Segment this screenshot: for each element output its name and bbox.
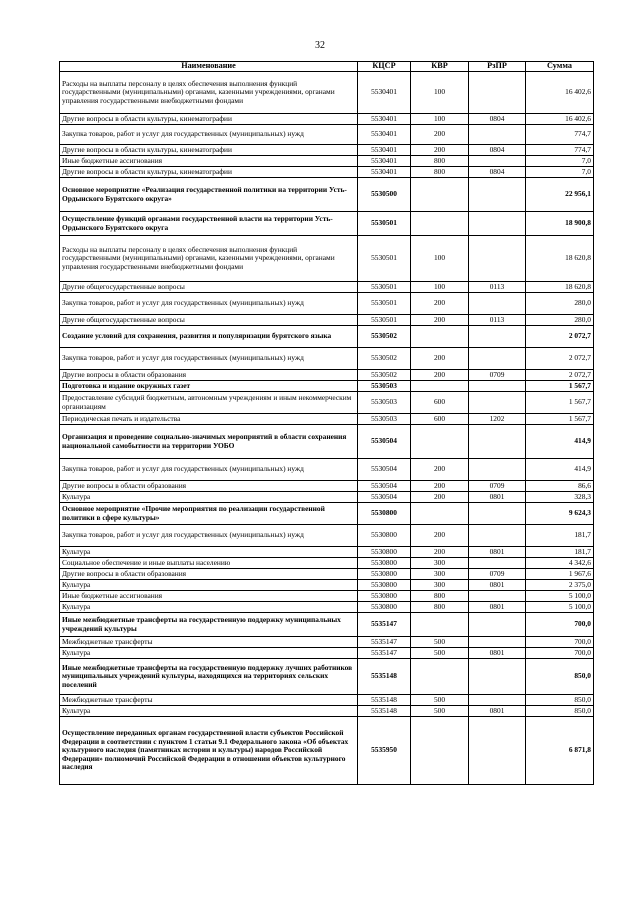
cell-sum: 850,0 [526, 659, 594, 695]
cell-name: Другие вопросы в области образования [60, 481, 358, 492]
cell-rzpr [469, 525, 526, 547]
cell-kvr: 200 [411, 125, 469, 145]
cell-kvr: 200 [411, 293, 469, 315]
cell-kcsr: 5530502 [358, 348, 411, 370]
table-row [60, 315, 594, 326]
cell-kvr: 100 [411, 72, 469, 114]
table-row [60, 392, 594, 414]
cell-kcsr: 5530800 [358, 558, 411, 569]
cell-rzpr [469, 695, 526, 706]
cell-kcsr: 5530504 [358, 425, 411, 459]
cell-kcsr: 5530401 [358, 145, 411, 156]
cell-kvr: 200 [411, 481, 469, 492]
header-kvr: КВР [411, 62, 469, 72]
cell-kvr [411, 717, 469, 785]
cell-sum: 328,3 [526, 492, 594, 503]
table-row [60, 613, 594, 637]
cell-rzpr: 0801 [469, 580, 526, 591]
cell-kcsr: 5530500 [358, 178, 411, 212]
cell-rzpr: 0709 [469, 370, 526, 381]
cell-name: Другие вопросы в области образования [60, 370, 358, 381]
table-row [60, 695, 594, 706]
cell-kcsr: 5530401 [358, 114, 411, 125]
cell-sum: 2 072,7 [526, 326, 594, 348]
cell-kcsr: 5530800 [358, 580, 411, 591]
cell-kcsr: 5530501 [358, 282, 411, 293]
cell-rzpr: 0709 [469, 569, 526, 580]
cell-kvr: 200 [411, 547, 469, 558]
cell-sum: 16 402,6 [526, 114, 594, 125]
cell-name: Подготовка и издание окружных газет [60, 381, 358, 392]
cell-rzpr [469, 613, 526, 637]
cell-kvr: 300 [411, 569, 469, 580]
cell-name: Закупка товаров, работ и услуг для государственных (муниципальных) нужд [60, 525, 358, 547]
table-row [60, 212, 594, 236]
cell-kvr [411, 659, 469, 695]
table-row [60, 145, 594, 156]
table-row [60, 706, 594, 717]
table-row [60, 558, 594, 569]
cell-kcsr: 5530800 [358, 503, 411, 525]
cell-kcsr: 5535147 [358, 613, 411, 637]
cell-name: Другие вопросы в области образования [60, 569, 358, 580]
cell-sum: 5 100,0 [526, 591, 594, 602]
cell-sum: 86,6 [526, 481, 594, 492]
cell-kvr [411, 212, 469, 236]
cell-sum: 18 620,8 [526, 236, 594, 282]
cell-sum: 280,0 [526, 293, 594, 315]
cell-rzpr [469, 591, 526, 602]
cell-kvr: 200 [411, 348, 469, 370]
cell-kcsr: 5530503 [358, 381, 411, 392]
cell-sum: 850,0 [526, 706, 594, 717]
cell-sum: 414,9 [526, 425, 594, 459]
table-row [60, 580, 594, 591]
table-row [60, 717, 594, 785]
cell-kcsr: 5530501 [358, 293, 411, 315]
cell-name: Основное мероприятие «Реализация государственной политики на территории Усть-Ордынского Бурятского округа» [60, 178, 358, 212]
cell-rzpr [469, 125, 526, 145]
cell-rzpr [469, 717, 526, 785]
table-row [60, 425, 594, 459]
cell-sum: 2 375,0 [526, 580, 594, 591]
cell-rzpr: 0801 [469, 706, 526, 717]
cell-rzpr: 0804 [469, 145, 526, 156]
cell-kvr [411, 326, 469, 348]
cell-sum: 9 624,3 [526, 503, 594, 525]
cell-kvr [411, 503, 469, 525]
cell-kcsr: 5530800 [358, 602, 411, 613]
table-row [60, 659, 594, 695]
cell-kvr: 200 [411, 315, 469, 326]
cell-rzpr [469, 425, 526, 459]
cell-kvr: 100 [411, 282, 469, 293]
cell-kcsr: 5530502 [358, 326, 411, 348]
cell-rzpr: 0113 [469, 282, 526, 293]
cell-name: Осуществление функций органами государственной власти на территории Усть-Ордынского Бурятского округа [60, 212, 358, 236]
cell-kvr: 200 [411, 459, 469, 481]
table-row [60, 72, 594, 114]
cell-kvr [411, 613, 469, 637]
cell-sum: 414,9 [526, 459, 594, 481]
table-row [60, 602, 594, 613]
cell-rzpr [469, 72, 526, 114]
cell-rzpr [469, 236, 526, 282]
cell-rzpr [469, 212, 526, 236]
cell-sum: 22 956,1 [526, 178, 594, 212]
table-row [60, 492, 594, 503]
cell-rzpr: 0804 [469, 114, 526, 125]
cell-sum: 2 072,7 [526, 348, 594, 370]
table-row [60, 326, 594, 348]
cell-name: Другие вопросы в области культуры, кинематографии [60, 167, 358, 178]
cell-kvr: 800 [411, 156, 469, 167]
cell-name: Предоставление субсидий бюджетным, автономным учреждениям и иным некоммерческим организациям [60, 392, 358, 414]
cell-sum: 700,0 [526, 613, 594, 637]
header-name: Наименование [60, 62, 358, 72]
cell-name: Иные межбюджетные трансферты на государственную поддержку лучших работников муниципальных учреждений культуры, находящихся на территориях сельских поселений [60, 659, 358, 695]
cell-kcsr: 5530501 [358, 212, 411, 236]
cell-rzpr: 0801 [469, 602, 526, 613]
cell-name: Другие общегосударственные вопросы [60, 315, 358, 326]
header-sum: Сумма [526, 62, 594, 72]
cell-name: Периодическая печать и издательства [60, 414, 358, 425]
cell-kvr: 600 [411, 392, 469, 414]
cell-name: Закупка товаров, работ и услуг для государственных (муниципальных) нужд [60, 293, 358, 315]
cell-name: Культура [60, 492, 358, 503]
cell-name: Создание условий для сохранения, развития и популяризации бурятского языка [60, 326, 358, 348]
table-body [60, 72, 594, 785]
cell-rzpr [469, 348, 526, 370]
cell-kcsr: 5530502 [358, 370, 411, 381]
table-row [60, 156, 594, 167]
cell-kcsr: 5530800 [358, 591, 411, 602]
cell-name: Межбюджетные трансферты [60, 637, 358, 648]
cell-name: Социальное обеспечение и иные выплаты населению [60, 558, 358, 569]
cell-sum: 16 402,6 [526, 72, 594, 114]
cell-kcsr: 5530401 [358, 156, 411, 167]
cell-name: Организация и проведение социально-значимых мероприятий в области сохранения национальной самобытности на территории УОБО [60, 425, 358, 459]
cell-sum: 5 100,0 [526, 602, 594, 613]
cell-kcsr: 5535148 [358, 695, 411, 706]
cell-kvr [411, 425, 469, 459]
cell-kvr: 500 [411, 637, 469, 648]
table-row [60, 414, 594, 425]
cell-sum: 1 567,7 [526, 392, 594, 414]
table-row [60, 591, 594, 602]
table-row [60, 459, 594, 481]
cell-name: Другие вопросы в области культуры, кинематографии [60, 145, 358, 156]
cell-rzpr [469, 659, 526, 695]
cell-kvr: 800 [411, 167, 469, 178]
cell-kvr: 200 [411, 145, 469, 156]
cell-rzpr [469, 637, 526, 648]
cell-rzpr [469, 178, 526, 212]
cell-kcsr: 5530800 [358, 525, 411, 547]
cell-kcsr: 5535148 [358, 706, 411, 717]
cell-kcsr: 5530501 [358, 236, 411, 282]
cell-sum: 700,0 [526, 648, 594, 659]
cell-sum: 774,7 [526, 125, 594, 145]
cell-kvr: 600 [411, 414, 469, 425]
cell-kvr: 800 [411, 602, 469, 613]
cell-rzpr [469, 558, 526, 569]
cell-name: Осуществление переданных органам государственной власти субъектов Российской Федерации в соответствии с пунктом 1 статьи 9.1 Федерального закона «Об объектах культурного наследия (памятниках истории и культуры) народов Российской Федерации» полномочий Российской Федерации в отношении объектов культурного наследия [60, 717, 358, 785]
cell-kvr: 200 [411, 370, 469, 381]
table-row [60, 293, 594, 315]
table-row [60, 569, 594, 580]
table-row [60, 547, 594, 558]
cell-kvr: 300 [411, 580, 469, 591]
cell-sum: 1 567,7 [526, 414, 594, 425]
cell-name: Культура [60, 602, 358, 613]
cell-sum: 7,0 [526, 156, 594, 167]
cell-sum: 181,7 [526, 525, 594, 547]
cell-kcsr: 5530503 [358, 414, 411, 425]
table-row [60, 525, 594, 547]
table-row [60, 236, 594, 282]
table-row [60, 282, 594, 293]
cell-name: Культура [60, 580, 358, 591]
cell-rzpr: 1202 [469, 414, 526, 425]
cell-name: Другие общегосударственные вопросы [60, 282, 358, 293]
cell-name: Основное мероприятие «Прочие мероприятия по реализации государственной политики в сфере культуры» [60, 503, 358, 525]
cell-kcsr: 5535147 [358, 637, 411, 648]
cell-rzpr [469, 503, 526, 525]
cell-name: Иные межбюджетные трансферты на государственную поддержку муниципальных учреждений культуры [60, 613, 358, 637]
cell-kcsr: 5535148 [358, 659, 411, 695]
header-rzpr: РзПР [469, 62, 526, 72]
table-row [60, 503, 594, 525]
cell-kvr: 800 [411, 591, 469, 602]
cell-sum: 850,0 [526, 695, 594, 706]
cell-rzpr: 0113 [469, 315, 526, 326]
table-row [60, 481, 594, 492]
cell-rzpr [469, 326, 526, 348]
cell-kvr: 100 [411, 114, 469, 125]
budget-table [59, 61, 594, 785]
cell-rzpr: 0801 [469, 547, 526, 558]
cell-kcsr: 5535147 [358, 648, 411, 659]
cell-rzpr: 0801 [469, 648, 526, 659]
page-number: 32 [315, 40, 325, 51]
header-kcsr: КЦСР [358, 62, 411, 72]
cell-kcsr: 5530504 [358, 459, 411, 481]
cell-sum: 7,0 [526, 167, 594, 178]
cell-name: Закупка товаров, работ и услуг для государственных (муниципальных) нужд [60, 125, 358, 145]
cell-name: Закупка товаров, работ и услуг для государственных (муниципальных) нужд [60, 348, 358, 370]
cell-kvr: 500 [411, 706, 469, 717]
cell-sum: 280,0 [526, 315, 594, 326]
cell-rzpr: 0804 [469, 167, 526, 178]
table-row [60, 178, 594, 212]
cell-rzpr [469, 381, 526, 392]
cell-kvr: 200 [411, 525, 469, 547]
cell-rzpr [469, 293, 526, 315]
cell-name: Культура [60, 547, 358, 558]
table-row [60, 125, 594, 145]
cell-sum: 2 072,7 [526, 370, 594, 381]
table-header-row [60, 62, 594, 72]
cell-sum: 1 967,6 [526, 569, 594, 580]
cell-kvr: 200 [411, 492, 469, 503]
cell-kvr: 100 [411, 236, 469, 282]
cell-kcsr: 5535950 [358, 717, 411, 785]
cell-sum: 700,0 [526, 637, 594, 648]
cell-rzpr [469, 156, 526, 167]
cell-rzpr [469, 392, 526, 414]
table-row [60, 381, 594, 392]
cell-sum: 4 342,6 [526, 558, 594, 569]
cell-sum: 6 871,8 [526, 717, 594, 785]
cell-name: Межбюджетные трансферты [60, 695, 358, 706]
table-row [60, 167, 594, 178]
cell-name: Другие вопросы в области культуры, кинематографии [60, 114, 358, 125]
cell-name: Расходы на выплаты персоналу в целях обеспечения выполнения функций государственными (муниципальными) органами, казенными учреждениями, органами управления государственными внебюджетными фондами [60, 236, 358, 282]
table-row [60, 637, 594, 648]
cell-name: Культура [60, 706, 358, 717]
cell-kvr [411, 381, 469, 392]
cell-sum: 181,7 [526, 547, 594, 558]
cell-kcsr: 5530504 [358, 481, 411, 492]
cell-kcsr: 5530800 [358, 569, 411, 580]
cell-kvr: 500 [411, 695, 469, 706]
cell-kvr [411, 178, 469, 212]
cell-name: Расходы на выплаты персоналу в целях обеспечения выполнения функций государственными (муниципальными) органами, казенными учреждениями, органами управления государственными внебюджетными фондами [60, 72, 358, 114]
cell-sum: 18 900,8 [526, 212, 594, 236]
table-row [60, 370, 594, 381]
cell-rzpr: 0709 [469, 481, 526, 492]
cell-kvr: 500 [411, 648, 469, 659]
cell-kcsr: 5530800 [358, 547, 411, 558]
cell-kcsr: 5530503 [358, 392, 411, 414]
cell-sum: 774,7 [526, 145, 594, 156]
cell-kcsr: 5530401 [358, 72, 411, 114]
cell-kcsr: 5530504 [358, 492, 411, 503]
table-row [60, 348, 594, 370]
cell-kcsr: 5530501 [358, 315, 411, 326]
cell-name: Культура [60, 648, 358, 659]
cell-name: Закупка товаров, работ и услуг для государственных (муниципальных) нужд [60, 459, 358, 481]
cell-sum: 1 567,7 [526, 381, 594, 392]
cell-name: Иные бюджетные ассигнования [60, 156, 358, 167]
table-row [60, 114, 594, 125]
cell-kcsr: 5530401 [358, 167, 411, 178]
cell-kvr: 300 [411, 558, 469, 569]
cell-kcsr: 5530401 [358, 125, 411, 145]
cell-sum: 18 620,8 [526, 282, 594, 293]
cell-rzpr: 0801 [469, 492, 526, 503]
cell-name: Иные бюджетные ассигнования [60, 591, 358, 602]
table-row [60, 648, 594, 659]
cell-rzpr [469, 459, 526, 481]
